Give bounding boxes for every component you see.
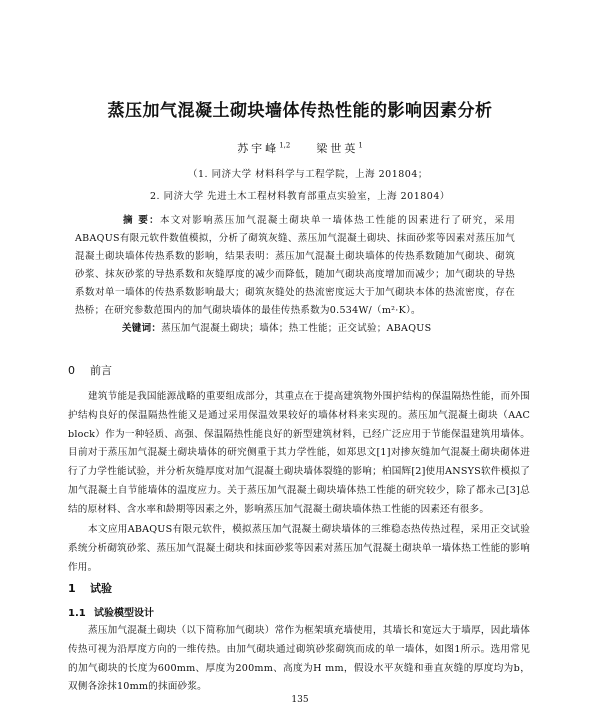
section-title: 试验 <box>90 582 112 595</box>
abstract-text: 本文对影响蒸压加气混凝土砌块单一墙体热工性能的因素进行了研究，采用ABAQUS有限元软件数值模拟，分析了砌筑灰缝、蒸压加气混凝土砌块、抹面砂浆等因素对蒸压加气混凝土砌块墙体传热系数的影响，结果表明：蒸压加气混凝土砌块墙体的传热系数随加气砌块、砌筑砂浆、抹灰砂浆的导热系数和灰缝厚度的减少而降低，随加气砌块高度增加而减少；加气砌块的导热系数对单一墙体的传热系数影响最大；砌筑灰缝处的热流密度远大于加气砌块本体的热流密度，存在热桥；在研究参数范围内的加气砌块墙体的最佳传热系数为0.534W/（m²·K）。 <box>75 215 515 316</box>
affiliation-line: 2. 同济大学 先进土木工程材料教育部重点实验室，上海 201804） <box>150 191 450 202</box>
author-affiliation-mark: 1,2 <box>279 141 291 150</box>
author-affiliation-mark: 1 <box>358 141 363 150</box>
abstract <box>75 212 515 320</box>
author-name: 梁世英 <box>316 142 359 155</box>
body-paragraph: 建筑节能是我国能源战略的重要组成部分，其重点在于提高建筑物外围护结构的保温隔热性能，而外围护结构良好的保温隔热性能又是通过采用保温效果较好的墙体材料来实现的。蒸压加气混凝土砌块（AAC block）作为一种轻质、高强、保温隔热性能良好的新型建筑材料，已经广泛应用于节能保温建筑用墙体。目前对于蒸压加气混凝土砌块墙体的研究侧重于其力学性能，如郑思文[1]对掺灰缝加气混凝土砌块砌体进行了力学性能试验，并分析灰缝厚度对加气混凝土砌块墙体裂缝的影响；柏国辉[2]使用ANSYS软件模拟了加气混凝土自节能墙体的温度应力。关于蒸压加气混凝土砌块墙体热工性能的研究较少，除了都永己[3]总结的原材料、含水率和龄期等因素之外，影响蒸压加气混凝土砌块墙体热工性能的因素还有很多。 <box>68 391 530 515</box>
section-heading <box>68 580 112 596</box>
subsection-title: 试验模型设计 <box>94 608 154 619</box>
section-number: 0 <box>68 364 75 377</box>
subsection-heading <box>68 604 154 619</box>
author-name: 苏宇峰 <box>237 142 280 155</box>
section-title: 前言 <box>90 364 112 377</box>
subsection-number: 1.1 <box>68 608 86 619</box>
affiliation-line: （1. 同济大学 材料科学与工程学院，上海 201804； <box>188 169 428 180</box>
section-heading <box>68 362 112 378</box>
abstract-label: 摘 要： <box>123 215 160 226</box>
section-number: 1 <box>68 582 76 595</box>
author-list <box>0 140 600 156</box>
keywords-label: 关键词： <box>122 323 162 334</box>
paper-title: 蒸压加气混凝土砌块墙体传热性能的影响因素分析 <box>107 101 493 121</box>
page-number: 135 <box>291 695 309 705</box>
body-paragraph: 本文应用ABAQUS有限元软件，模拟蒸压加气混凝土砌块墙体的三维稳态热传热过程，采用正交试验系统分析砌筑砂浆、蒸压加气混凝土砌块和抹面砂浆等因素对蒸压加气混凝土砌块单一墙体热工性能的影响作用。 <box>68 524 530 573</box>
keywords-text: 蒸压加气混凝土砌块；墙体；热工性能；正交试验；ABAQUS <box>161 323 432 334</box>
keywords <box>122 320 431 334</box>
body-paragraph: 蒸压加气混凝土砌块（以下简称加气砌块）常作为框架填充墙使用，其墙长和宽远大于墙厚，因此墙体传热可视为沿厚度方向的一维传热。由加气砌块通过砌筑砂浆砌筑而成的单一墙体，如图1所示。选用常见的加气砌块的长度为600mm、厚度为200mm、高度为H mm，假设水平灰缝和垂直灰缝的厚度均为b，双侧各涂抹10mm的抹面砂浆。 <box>68 625 530 693</box>
